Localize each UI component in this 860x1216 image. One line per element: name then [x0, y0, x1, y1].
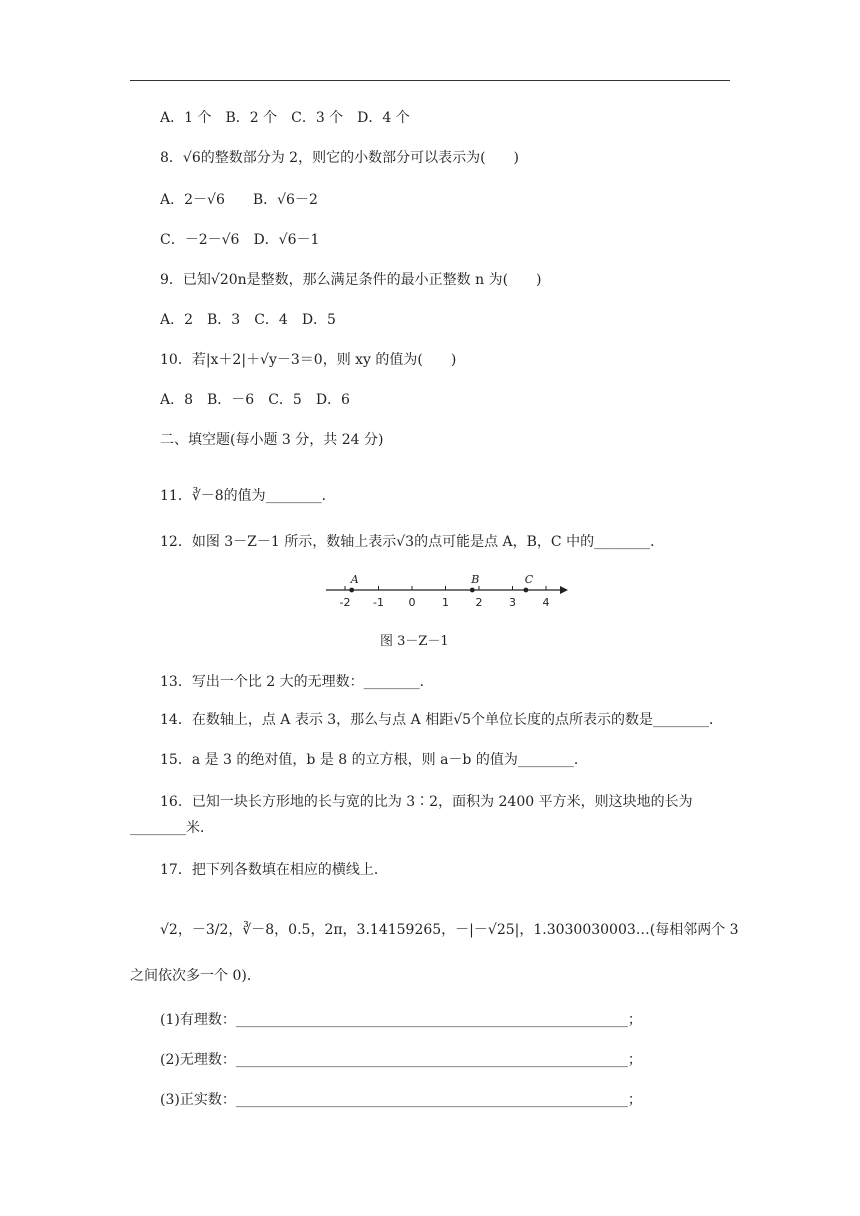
number-line — [326, 573, 568, 609]
q8-options-cd: C．－2－√6 D．√6－1 — [160, 232, 320, 248]
q17-irrational: (2)无理数：________________________________________________________； — [160, 1052, 642, 1068]
q7-options: A．1 个 B．2 个 C．3 个 D．4 个 — [160, 110, 410, 126]
q15: 15．a 是 3 的绝对值，b 是 8 的立方根，则 a－b 的值为________． — [160, 752, 588, 768]
tick-label: 2 — [475, 596, 483, 609]
q11: 11．∛－8的值为________． — [160, 488, 336, 504]
q17-numbers: √2，－3/2，∛－8，0.5，2π，3.14159265，－|－√25|，1.3030030003…(每相邻两个 3 — [160, 922, 739, 938]
q13: 13．写出一个比 2 大的无理数：________． — [160, 674, 434, 690]
q17-numbers-cont: 之间依次多一个 0)． — [130, 968, 261, 984]
point-label: C — [524, 573, 534, 586]
point-label: B — [471, 573, 480, 586]
q9-options: A．2 B．3 C．4 D．5 — [160, 312, 336, 328]
point-a — [349, 588, 354, 593]
tick-label: -1 — [373, 596, 384, 609]
q17-positive-real: (3)正实数：________________________________________________________； — [160, 1092, 642, 1108]
number-line-figure — [320, 566, 580, 612]
point-b — [470, 588, 475, 593]
tick-label: 1 — [442, 596, 449, 609]
tick-label: 4 — [542, 596, 550, 609]
tick-label: 0 — [408, 596, 416, 609]
tick-label: 3 — [509, 596, 516, 609]
q9-stem: 9．已知√20n是整数，那么满足条件的最小正整数 n 为( ) — [160, 272, 542, 288]
q16-line2: ________米． — [130, 820, 214, 836]
q16-line1: 16．已知一块长方形地的长与宽的比为 3∶2，面积为 2400 平方米，则这块地的长为 — [160, 794, 693, 810]
point-c — [524, 588, 529, 593]
axis-arrow — [560, 586, 568, 594]
header-rule — [130, 80, 730, 81]
q12: 12．如图 3－Z－1 所示，数轴上表示√3的点可能是点 A，B，C 中的________． — [160, 534, 665, 550]
tick-label: -2 — [339, 596, 351, 609]
q10-stem: 10．若|x＋2|＋√y－3＝0，则 xy 的值为( ) — [160, 352, 457, 368]
q10-options: A．8 B．－6 C．5 D．6 — [160, 392, 350, 408]
figure-caption: 图 3－Z－1 — [380, 634, 449, 649]
point-label: A — [350, 573, 359, 586]
q17-rational: (1)有理数：________________________________________________________； — [160, 1012, 642, 1028]
q14: 14．在数轴上，点 A 表示 3，那么与点 A 相距√5个单位长度的点所表示的数是________． — [160, 712, 724, 728]
section-heading: 二、填空题(每小题 3 分，共 24 分) — [160, 432, 384, 448]
q8-options-ab: A．2－√6 B．√6－2 — [160, 192, 318, 208]
q8-stem: 8．√6的整数部分为 2，则它的小数部分可以表示为( ) — [160, 150, 520, 166]
q17-stem: 17．把下列各数填在相应的横线上． — [160, 862, 388, 878]
